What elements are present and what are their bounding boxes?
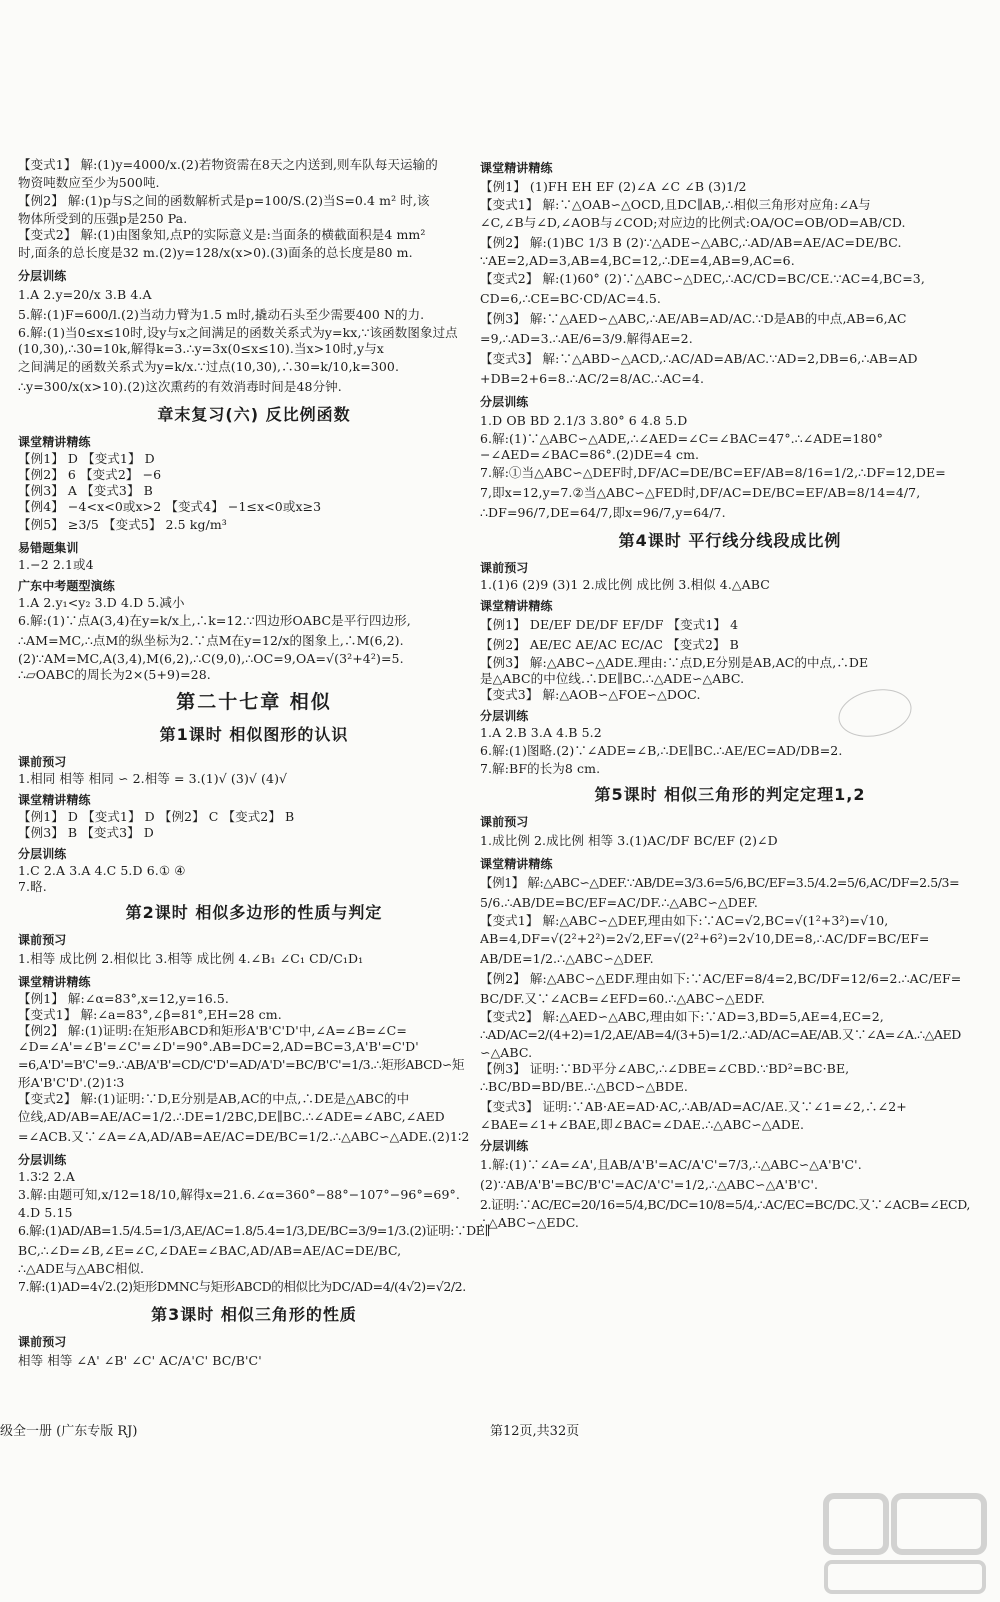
answer-line: 6.解:(1)∵点A(3,4)在y=k/x上,∴k=12.∵四边形OABC是平行四边形, xyxy=(18,613,411,628)
answer-line: 1.−2 2.1或4 xyxy=(18,557,94,572)
section-heading: 分层训练 xyxy=(480,395,529,409)
answer-line: 6.解:(1)AD/AB=1.5/4.5=1/3,AE/AC=1.8/5.4=1/3,DE/BC=3/9=1/3.(2)证明:∵DE∥ xyxy=(18,1223,490,1238)
lesson-title: 第5课时 相似三角形的判定定理1,2 xyxy=(594,785,866,804)
section-heading: 分层训练 xyxy=(18,269,67,283)
chapter-title: 第二十七章 相似 xyxy=(176,691,332,713)
answer-line: 【例3】 B 【变式3】 D xyxy=(18,825,154,840)
answer-line: 7,即x=12,y=7.②当△ABC∽△FED时,DF/AC=DE/BC=EF/AB=8/14=4/7, xyxy=(480,485,921,500)
answer-line: 【变式3】 证明:∵AB·AE=AD·AC,∴AB/AD=AC/AE.又∵∠1=∠2,∴∠2+ xyxy=(480,1099,907,1114)
answer-line: 6.解:(1)∵△ABC∽△ADE,∴∠AED=∠C=∠BAC=47°.∴∠ADE=180° xyxy=(480,431,883,446)
section-heading: 课堂精讲精练 xyxy=(18,435,91,449)
answer-line: (10,30),∴30=10k,解得k=3.∴y=3x(0≤x≤10).当x>10时,y与x xyxy=(18,341,384,356)
section-heading: 分层训练 xyxy=(18,847,67,861)
answer-line: +DB=2+6=8.∴AC/2=8/AC.∴AC=4. xyxy=(480,371,705,386)
answer-line: 【变式2】 解:(1)由图象知,点P的实际意义是:当面条的横截面积是4 mm² xyxy=(18,227,426,242)
answer-line: 3.解:由题可知,x/12=18/10,解得x=21.6.∠α=360°−88°−107°−96°=69°. xyxy=(18,1187,460,1202)
answer-line: =9,∴AD=3.∴AE/6=3/9.解得AE=2. xyxy=(480,331,693,346)
answer-line: 【变式3】 解:∵△ABD∽△ACD,∴AC/AD=AB/AC.∵AD=2,DB=6,∴AB=AD xyxy=(480,351,918,366)
answer-line: 1.相同 相等 相同 ∽ 2.相等 = 3.(1)√ (3)√ (4)√ xyxy=(18,771,288,786)
footer-book-label: 级全一册 (广东专版 RJ) xyxy=(0,1424,138,1439)
answer-line: ∵AE=2,AD=3,AB=4,BC=12,∴DE=4,AB=9,AC=6. xyxy=(480,253,795,268)
answer-line: 【例4】 −4<x<0或x>2 【变式4】 −1≤x<0或x≥3 xyxy=(18,499,322,514)
answer-line: 1.解:(1)∵∠A=∠A',且AB/A'B'=AC/A'C'=7/3,∴△ABC∽△A'B'C'. xyxy=(480,1157,862,1172)
answer-line: 1.A 2.B 3.A 4.B 5.2 xyxy=(480,725,602,740)
section-heading: 分层训练 xyxy=(480,709,529,723)
answer-line: 【例3】 解:∵△AED∽△ABC,∴AE/AB=AD/AC.∵D是AB的中点,AB=6,AC xyxy=(480,311,907,326)
answer-line: 6.解:(1)当0≤x≤10时,设y与x之间满足的函数关系式为y=kx,∵该函数图象过点 xyxy=(18,325,458,340)
answer-line: 【例3】 证明:∵BD平分∠ABC,∴∠DBE=∠CBD.∵BD²=BC·BE, xyxy=(480,1061,850,1076)
section-heading: 分层训练 xyxy=(18,1153,67,1167)
answer-line: ∠BAE=∠1+∠BAE,即∠BAC=∠DAE.∴△ABC∽△ADE. xyxy=(480,1117,805,1132)
answer-line: 1.相等 成比例 2.相似比 3.相等 成比例 4.∠B₁ ∠C₁ CD/C₁D₁ xyxy=(18,951,364,966)
answer-line: ∴▱OABC的周长为2×(5+9)=28. xyxy=(18,667,211,682)
answer-line: 【例3】 解:△ABC∽△ADE.理由:∵点D,E分别是AB,AC的中点,∴DE xyxy=(480,655,869,670)
answer-line: 1.(1)6 (2)9 (3)1 2.成比例 成比例 3.相似 4.△ABC xyxy=(480,577,770,592)
section-heading: 课堂精讲精练 xyxy=(480,599,553,613)
section-heading: 课堂精讲精练 xyxy=(18,793,91,807)
answer-line: ∴DF=96/7,DE=64/7,即x=96/7,y=64/7. xyxy=(480,505,726,520)
answer-line: 【例2】 解:△ABC∽△EDF.理由如下:∵AC/EF=8/4=2,BC/DF=12/6=2.∴AC/EF= xyxy=(480,971,962,986)
answer-line: (2)∵AM=MC,A(3,4),M(6,2),∴C(9,0),∴OC=9,OA=√(3²+4²)=5. xyxy=(18,651,404,666)
answer-line: 1.3∶2 2.A xyxy=(18,1169,75,1184)
answer-line: CD=6,∴CE=BC·CD/AC=4.5. xyxy=(480,291,661,306)
answer-line: 【例1】 D 【变式1】 D xyxy=(18,451,155,466)
section-heading: 课堂精讲精练 xyxy=(480,161,553,175)
answer-line: 物资吨数应至少为500吨. xyxy=(18,175,160,190)
section-heading: 课前预习 xyxy=(480,561,529,575)
answer-line: 之间满足的函数关系式为y=k/x.∵过点(10,30),∴30=k/10,k=300. xyxy=(18,359,400,374)
answer-line: −∠AED=∠BAC=86°.(2)DE=4 cm. xyxy=(480,447,700,462)
lesson-title: 第4课时 平行线分线段成比例 xyxy=(618,531,842,550)
answer-line: ∴AD/AC=2/(4+2)=1/2,AE/AB=4/(3+5)=1/2.∴AD/AC=AE/AB.又∵∠A=∠A.∴△AED xyxy=(480,1027,961,1042)
answer-line: ∴BC/BD=BD/BE.∴△BCD∽△BDE. xyxy=(480,1079,688,1094)
answer-line: (2)∵AB/A'B'=BC/B'C'=AC/A'C'=1/2,∴△ABC∽△A'B'C'. xyxy=(480,1177,819,1192)
lesson-title: 第2课时 相似多边形的性质与判定 xyxy=(125,903,383,922)
answer-line: 【例5】 ≥3/5 【变式5】 2.5 kg/m³ xyxy=(18,517,227,532)
section-heading: 易错题集训 xyxy=(18,541,79,555)
answer-line: 5.解:(1)F=600/l.(2)当动力臂为1.5 m时,撬动石头至少需要400 N的力. xyxy=(18,307,425,322)
answer-line: 4.D 5.15 xyxy=(18,1205,73,1220)
lesson-title: 第3课时 相似三角形的性质 xyxy=(151,1305,357,1324)
answer-line: 【变式1】 解:△ABC∽△DEF,理由如下:∵AC=√2,BC=√(1²+3²)=√10, xyxy=(480,913,889,928)
answer-line: ∽△ABC. xyxy=(480,1045,533,1060)
answer-line: 1.A 2.y₁<y₂ 3.D 4.D 5.减小 xyxy=(18,595,185,610)
section-heading: 课前预习 xyxy=(480,815,529,829)
answer-line: ∴△ADE与△ABC相似. xyxy=(18,1261,145,1276)
watermark-logo xyxy=(820,1490,990,1598)
answer-line: 位线,AD/AB=AE/AC=1/2.∴DE=1/2BC,DE∥BC.∴∠ADE=∠ABC,∠AED xyxy=(18,1109,445,1124)
answer-line: 5/6.∴AB/DE=BC/EF=AC/DF.∴△ABC∽△DEF. xyxy=(480,895,758,910)
answer-line: 时,面条的总长度是32 m.(2)y=128/x(x>0).(3)面条的总长度是80 m. xyxy=(18,245,413,260)
answer-line: 【例1】 DE/EF DE/DF EF/DF 【变式1】 4 xyxy=(480,617,739,632)
section-heading: 课前预习 xyxy=(18,933,67,947)
section-heading: 课前预习 xyxy=(18,1335,67,1349)
watermark-graphic xyxy=(820,1490,990,1598)
answer-line: 7.解:①当△ABC∽△DEF时,DF/AC=DE/BC=EF/AB=8/16=1/2,∴DF=12,DE= xyxy=(480,465,946,480)
answer-line: 【变式2】 解:△AED∽△ABC,理由如下:∵AD=3,BD=5,AE=4,EC=2, xyxy=(480,1009,884,1024)
answer-line: 相等 相等 ∠A' ∠B' ∠C' AC/A'C' BC/B'C' xyxy=(18,1353,262,1368)
answer-line: 【例1】 D 【变式1】 D 【例2】 C 【变式2】 B xyxy=(18,809,295,824)
answer-line: 【例2】 解:(1)p与S之间的函数解析式是p=100/S.(2)当S=0.4 m² 时,该 xyxy=(18,193,430,208)
answer-line: ∠C,∠B与∠D,∠AOB与∠COD;对应边的比例式:OA/OC=OB/OD=AB/CD. xyxy=(480,215,906,230)
left-column xyxy=(18,155,490,1371)
answer-line: 【例2】 解:(1)证明:在矩形ABCD和矩形A'B'C'D'中,∠A=∠B=∠C= xyxy=(18,1023,407,1038)
answer-line: ∴y=300/x(x>10).(2)这次熏药的有效消毒时间是48分钟. xyxy=(18,379,342,394)
lesson-title: 第1课时 相似图形的认识 xyxy=(159,725,349,744)
answer-line: 【例2】 解:(1)BC 1/3 B (2)∵△ADE∽△ABC,∴AD/AB=AE/AC=DE/BC. xyxy=(480,235,902,250)
answer-line: 1.C 2.A 3.A 4.C 5.D 6.① ④ xyxy=(18,863,186,878)
answer-line: 【变式1】 解:(1)y=4000/x.(2)若物资需在8天之内送到,则车队每天运输的 xyxy=(18,157,438,172)
answer-line: 1.A 2.y=20/x 3.B 4.A xyxy=(18,287,152,302)
section-heading: 课堂精讲精练 xyxy=(480,857,553,871)
answer-line: 【例1】 解:∠α=83°,x=12,y=16.5. xyxy=(18,991,229,1006)
answer-line: 【变式3】 解:△AOB∽△FOE∽△DOC. xyxy=(480,687,701,702)
answer-line: 【变式1】 解:∠a=83°,∠β=81°,EH=28 cm. xyxy=(18,1007,282,1022)
answer-line: 【例2】 6 【变式2】 −6 xyxy=(18,467,162,482)
answer-line: =6,A'D'=B'C'=9.∴AB/A'B'=CD/C'D'=AD/A'D'=BC/B'C'=1/3.∴矩形ABCD∽矩 xyxy=(18,1057,465,1072)
answer-line: AB=4,DF=√(2²+2²)=2√2,EF=√(2²+6²)=2√10,DE=8,∴AC/DF=BC/EF= xyxy=(480,931,930,946)
section-heading: 课堂精讲精练 xyxy=(18,975,91,989)
answer-line: =∠ACB.又∵∠A=∠A,AD/AB=AE/AC=DE/BC=1/2.∴△ABC∽△ADE.(2)1∶2 xyxy=(18,1129,470,1144)
answer-line: ∴AM=MC,∴点M的纵坐标为2.∵点M在y=12/x的图象上,∴M(6,2). xyxy=(18,633,404,648)
answer-line: 【例1】 解:△ABC∽△DEF.∵AB/DE=3/3.6=5/6,BC/EF=3.5/4.2=5/6,AC/DF=2.5/3= xyxy=(480,875,960,890)
answer-line: 6.解:(1)图略.(2)∵∠ADE=∠B,∴DE∥BC.∴AE/EC=AD/DB=2. xyxy=(480,743,843,758)
section-heading: 分层训练 xyxy=(480,1139,529,1153)
answer-line: 物体所受到的压强p是250 Pa. xyxy=(18,211,188,226)
answer-line: 【变式2】 解:(1)证明:∵D,E分别是AB,AC的中点,∴DE是△ABC的中 xyxy=(18,1091,410,1106)
answer-line: ∠D=∠A'=∠B'=∠C'=∠D'=90°.AB=DC=2,AD=BC=3,A'B'=C'D' xyxy=(18,1039,419,1054)
answer-line: 1.D OB BD 2.1/3 3.80° 6 4.8 5.D xyxy=(480,413,688,428)
answer-line: AB/DE=1/2.∴△ABC∽△DEF. xyxy=(480,951,654,966)
answer-line: 【例2】 AE/EC AE/AC EC/AC 【变式2】 B xyxy=(480,637,739,652)
page-footer xyxy=(0,1420,1000,1442)
answer-line: 形A'B'C'D'.(2)1∶3 xyxy=(18,1075,125,1090)
section-heading: 广东中考题型演练 xyxy=(18,579,115,593)
answer-line: 【变式2】 解:(1)60° (2)∵△ABC∽△DEC,∴AC/CD=BC/CE.∵AC=4,BC=3, xyxy=(480,271,925,286)
answer-line: 【例3】 A 【变式3】 B xyxy=(18,483,153,498)
answer-line: ∴△ABC∽△EDC. xyxy=(480,1215,580,1230)
answer-line: 【例1】 (1)FH EH EF (2)∠A ∠C ∠B (3)1/2 xyxy=(480,179,747,194)
answer-line: BC/DF.又∵∠ACB=∠EFD=60.∴△ABC∽△EDF. xyxy=(480,991,765,1006)
answer-line: 是△ABC的中位线.∴DE∥BC.∴△ADE∽△ABC. xyxy=(480,671,745,686)
answer-line: 2.证明:∵AC/EC=20/16=5/4,BC/DC=10/8=5/4,∴AC/EC=BC/DC.又∵∠ACB=∠ECD, xyxy=(480,1197,970,1212)
answer-line: 7.解:BF的长为8 cm. xyxy=(480,761,601,776)
right-column xyxy=(480,155,980,1231)
answer-line: BC,∴∠D=∠B,∠E=∠C,∠DAE=∠BAC,AD/AB=AE/AC=DE/BC, xyxy=(18,1243,402,1258)
answer-line: 7.解:(1)AD=4√2.(2)矩形DMNC与矩形ABCD的相似比为DC/AD=4/(4√2)=√2/2. xyxy=(18,1279,466,1294)
footer-page-number: 第12页,共32页 xyxy=(490,1424,580,1439)
chapter-review-title: 章末复习(六) 反比例函数 xyxy=(157,405,351,424)
answer-line: 【变式1】 解:∵△OAB∽△OCD,且DC∥AB,∴相似三角形对应角:∠A与 xyxy=(480,197,871,212)
section-heading: 课前预习 xyxy=(18,755,67,769)
answer-line: 7.略. xyxy=(18,879,47,894)
answer-line: 1.成比例 2.成比例 相等 3.(1)AC/DF BC/EF (2)∠D xyxy=(480,833,778,848)
